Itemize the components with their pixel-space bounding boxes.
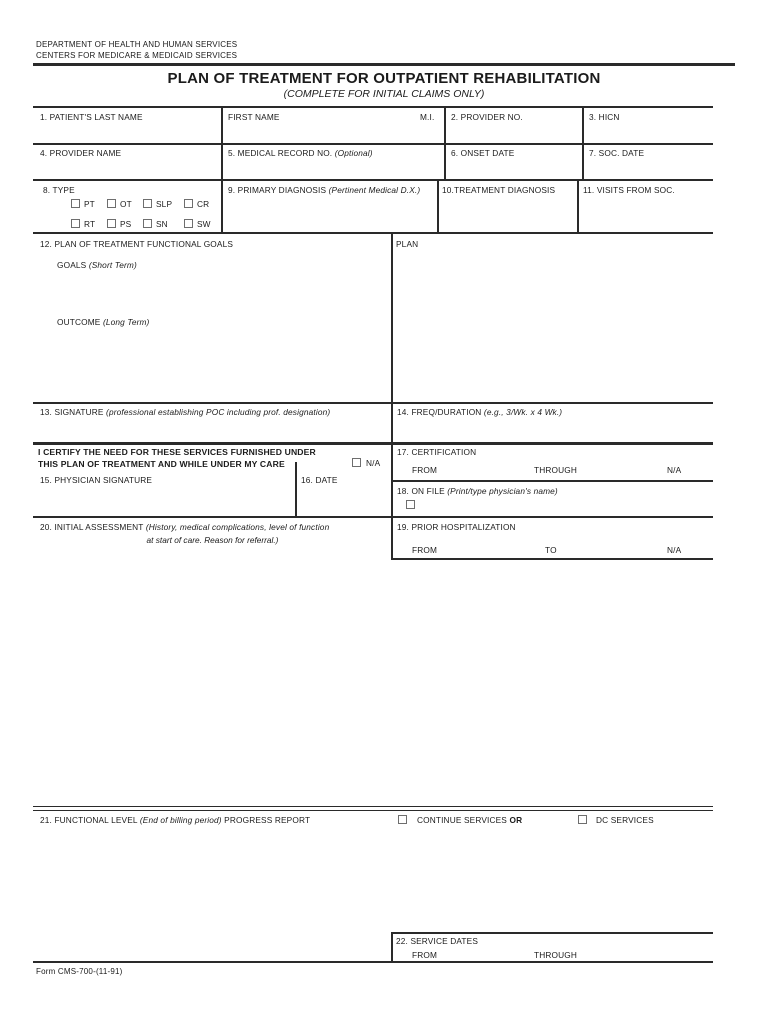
signature-date-divider <box>295 462 297 516</box>
freq-duration-note: (e.g., 3/Wk. x 4 Wk.) <box>483 407 563 417</box>
field-label-freq-duration <box>397 408 562 418</box>
center-divider <box>391 232 393 558</box>
row2-bottom-rule <box>33 179 713 181</box>
functional-level-label: 21. FUNCTIONAL LEVEL <box>40 815 138 825</box>
col-divider-1 <box>221 106 223 232</box>
checkbox-label-cr: CR <box>197 199 210 209</box>
field-label-treatment-diagnosis: 10.TREATMENT DIAGNOSIS <box>442 185 556 195</box>
row3-bottom-rule <box>33 232 713 234</box>
continue-services-text: CONTINUE SERVICES <box>417 815 507 825</box>
field-label-provider-no: 2. PROVIDER NO. <box>451 112 523 122</box>
field-label-visits-from-soc: 11. VISITS FROM SOC. <box>583 185 675 195</box>
field-label-type: 8. TYPE <box>43 185 75 195</box>
row12-bottom-rule <box>33 402 713 404</box>
initial-assessment-label: 20. INITIAL ASSESSMENT <box>40 522 144 532</box>
row1-bottom-rule <box>33 143 713 145</box>
field-label-certification: 17. CERTIFICATION <box>397 447 477 457</box>
field-label-signature <box>40 408 330 418</box>
checkbox-label-rt: RT <box>84 219 96 229</box>
service-dates-top-rule <box>391 932 713 934</box>
agency-line-1: DEPARTMENT OF HEALTH AND HUMAN SERVICES <box>36 40 238 49</box>
certify-na-label: N/A <box>366 458 381 468</box>
checkbox-label-ot: OT <box>120 199 132 209</box>
checkbox-ps[interactable] <box>107 219 116 228</box>
medical-record-note: (Optional) <box>334 148 373 158</box>
primary-diagnosis-note: (Pertinent Medical D.X.) <box>328 185 421 195</box>
certification-from-label: FROM <box>412 465 438 475</box>
page-bottom-rule <box>33 961 713 963</box>
form-number: Form CMS-700-(11-91) <box>36 967 123 976</box>
field-label-goals <box>57 261 137 271</box>
col-divider-2 <box>444 106 446 179</box>
field-label-hicn: 3. HICN <box>589 112 620 122</box>
field-label-plan: PLAN <box>396 239 419 249</box>
freq-duration-label: 14. FREQ/DURATION <box>397 407 482 417</box>
continue-services-label <box>417 816 522 826</box>
functional-level-note: (End of billing period) <box>139 815 222 825</box>
checkbox-label-sw: SW <box>197 219 211 229</box>
field-label-functional-level <box>40 816 310 826</box>
field-label-onset-date: 6. ONSET DATE <box>451 148 515 158</box>
col-divider-4 <box>437 179 439 232</box>
service-dates-from-label: FROM <box>412 950 438 960</box>
checkbox-sw[interactable] <box>184 219 193 228</box>
certify-top-rule <box>33 442 713 445</box>
certify-statement-line2: THIS PLAN OF TREATMENT AND WHILE UNDER MY CARE <box>38 459 285 469</box>
col-divider-5 <box>577 179 579 232</box>
progress-report-label: PROGRESS REPORT <box>224 815 311 825</box>
agency-line-2: CENTERS FOR MEDICARE & MEDICAID SERVICES <box>36 51 238 60</box>
signature-label: 13. SIGNATURE <box>40 407 104 417</box>
checkbox-label-sn: SN <box>156 219 168 229</box>
checkbox-dc-services[interactable] <box>578 815 587 824</box>
field-label-provider-name: 4. PROVIDER NAME <box>40 148 122 158</box>
field-label-first-name: FIRST NAME <box>228 112 280 122</box>
on-file-label: 18. ON FILE <box>397 486 445 496</box>
field-label-prior-hospitalization: 19. PRIOR HOSPITALIZATION <box>397 522 516 532</box>
certification-through-label: THROUGH <box>534 465 577 475</box>
primary-diagnosis-label: 9. PRIMARY DIAGNOSIS <box>228 185 327 195</box>
checkbox-label-ps: PS <box>120 219 132 229</box>
medical-record-label: 5. MEDICAL RECORD NO. <box>228 148 333 158</box>
checkbox-ot[interactable] <box>107 199 116 208</box>
field-label-mi: M.I. <box>420 112 435 122</box>
col-divider-3 <box>582 106 584 179</box>
field-label-on-file <box>397 487 558 497</box>
certify-statement-line1: I CERTIFY THE NEED FOR THESE SERVICES FURNISHED UNDER <box>38 447 316 457</box>
field-label-plan-of-treatment-goals: 12. PLAN OF TREATMENT FUNCTIONAL GOALS <box>40 239 234 249</box>
hospitalization-from-label: FROM <box>412 545 438 555</box>
or-label: OR <box>509 815 523 825</box>
goals-note: (Short Term) <box>88 260 137 270</box>
service-dates-through-label: THROUGH <box>534 950 577 960</box>
checkbox-certify-na[interactable] <box>352 458 361 467</box>
field-label-physician-signature: 15. PHYSICIAN SIGNATURE <box>40 475 153 485</box>
certification-from-rule <box>391 480 713 482</box>
initial-assessment-note2: at start of care. Reason for referral.) <box>146 535 279 545</box>
initial-assessment-note1: (History, medical complications, level of function <box>145 522 330 532</box>
goals-label: GOALS <box>57 260 87 270</box>
field-label-outcome <box>57 318 149 328</box>
certify-bottom-rule <box>33 516 713 518</box>
form-subtitle: (COMPLETE FOR INITIAL CLAIMS ONLY) <box>283 88 485 100</box>
checkbox-rt[interactable] <box>71 219 80 228</box>
checkbox-slp[interactable] <box>143 199 152 208</box>
checkbox-on-file[interactable] <box>406 500 415 509</box>
checkbox-continue-services[interactable] <box>398 815 407 824</box>
row21-top-rule <box>33 806 713 811</box>
dc-services-label: DC SERVICES <box>596 815 654 825</box>
signature-note: (professional establishing POC including prof. designation) <box>106 407 331 417</box>
field-label-medical-record-no <box>228 149 373 159</box>
service-dates-left-edge <box>391 932 393 961</box>
hospitalization-from-rule <box>391 558 713 560</box>
outcome-label: OUTCOME <box>57 317 101 327</box>
field-label-soc-date: 7. SOC. DATE <box>589 148 645 158</box>
field-label-primary-diagnosis <box>228 186 420 196</box>
header-rule <box>33 63 735 66</box>
on-file-note: (Print/type physician's name) <box>447 486 558 496</box>
table-top-rule <box>33 106 713 108</box>
field-label-date: 16. DATE <box>301 475 338 485</box>
outcome-note: (Long Term) <box>102 317 150 327</box>
hospitalization-to-label: TO <box>545 545 557 555</box>
certification-na-label: N/A <box>667 465 682 475</box>
checkbox-cr[interactable] <box>184 199 193 208</box>
field-label-patient-last-name: 1. PATIENT'S LAST NAME <box>40 112 143 122</box>
field-label-initial-assessment <box>40 523 329 533</box>
checkbox-label-slp: SLP <box>156 199 173 209</box>
checkbox-pt[interactable] <box>71 199 80 208</box>
checkbox-sn[interactable] <box>143 219 152 228</box>
checkbox-label-pt: PT <box>84 199 95 209</box>
hospitalization-na-label: N/A <box>667 545 682 555</box>
field-label-service-dates: 22. SERVICE DATES <box>396 936 479 946</box>
form-title: PLAN OF TREATMENT FOR OUTPATIENT REHABILITATION <box>167 70 601 87</box>
